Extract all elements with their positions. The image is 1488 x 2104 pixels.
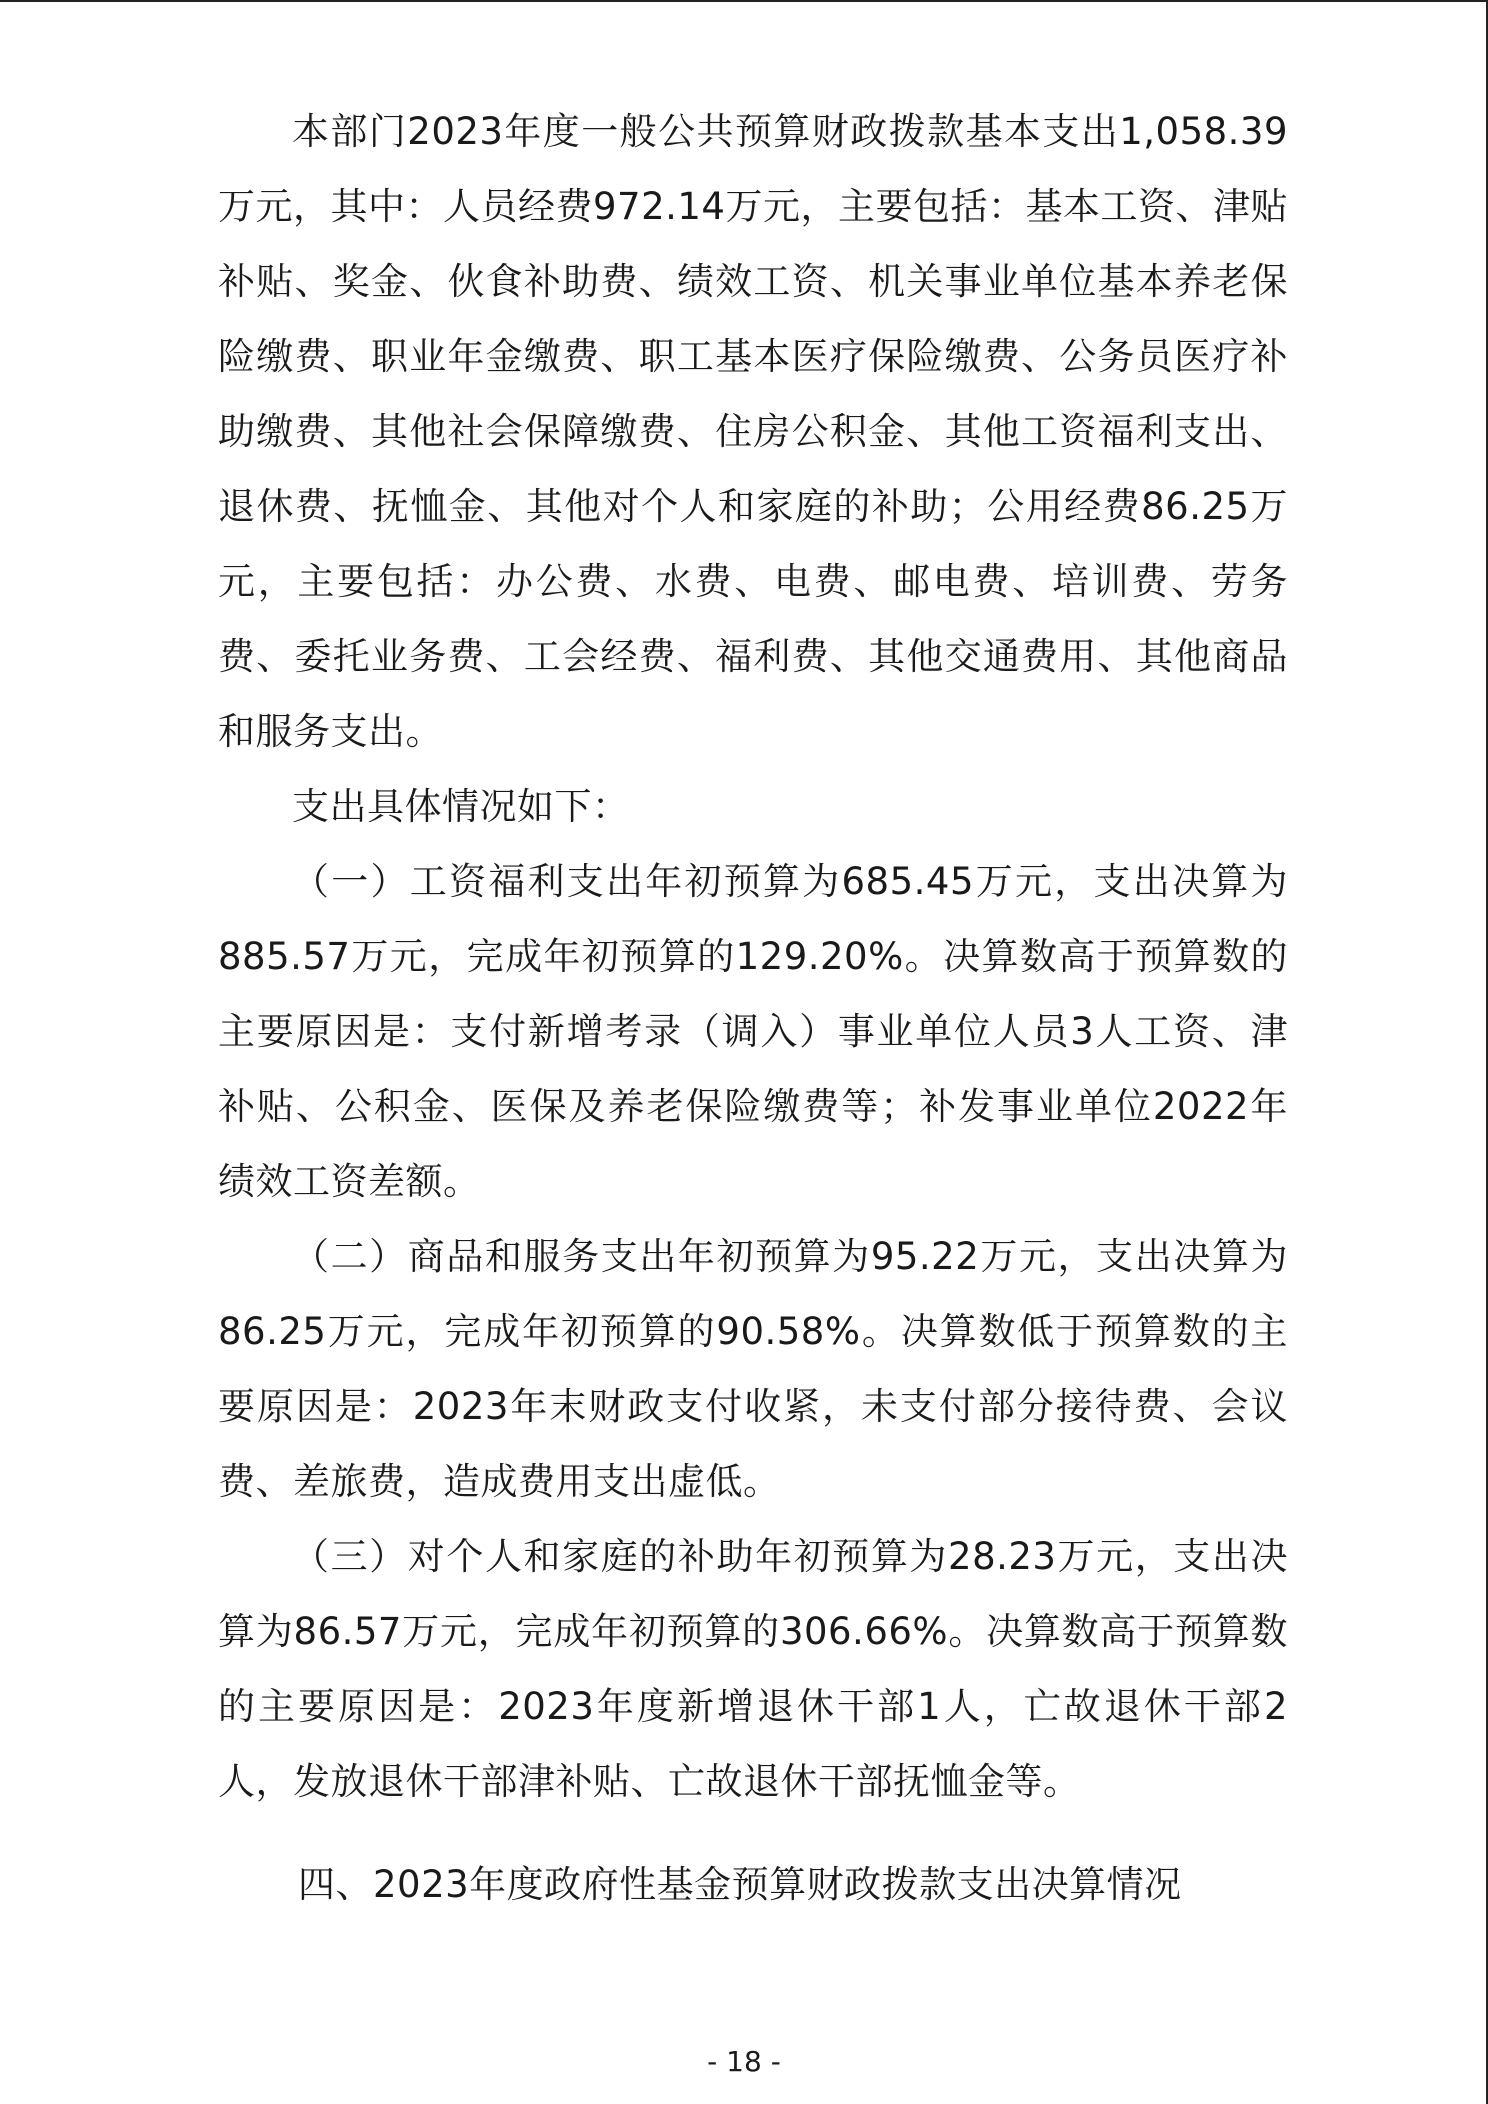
paragraph-salary-welfare: （一）工资福利支出年初预算为685.45万元，支出决算为885.57万元，完成年初预算的129.20%。决算数高于预算数的主要原因是：支付新增考录（调入）事业单位人员3人工资、津补贴、公积金、医保及养老保险缴费等；补发事业单位2022年绩效工资差额。	[218, 860, 1288, 1203]
paragraph-goods-services: （二）商品和服务支出年初预算为95.22万元，支出决算为86.25万元，完成年初预算的90.58%。决算数低于预算数的主要原因是：2023年末财政支付收紧，未支付部分接待费、会议费、差旅费，造成费用支出虚低。	[218, 1235, 1288, 1503]
page-number: - 18 -	[707, 2045, 781, 2078]
paragraph-basic-expenditure: 本部门2023年度一般公共预算财政拨款基本支出1,058.39万元，其中：人员经费972.14万元，主要包括：基本工资、津贴补贴、奖金、伙食补助费、绩效工资、机关事业单位基本养老保险缴费、职业年金缴费、职工基本医疗保险缴费、公务员医疗补助缴费、其他社会保障缴费、住房公积金、其他工资福利支出、退休费、抚恤金、其他对个人和家庭的补助；公用经费86.25万元，主要包括：办公费、水费、电费、邮电费、培训费、劳务费、委托业务费、工会经费、福利费、其他交通费用、其他商品和服务支出。	[218, 110, 1288, 753]
paragraph-personal-household-subsidy: （三）对个人和家庭的补助年初预算为28.23万元，支出决算为86.57万元，完成年初预算的306.66%。决算数高于预算数的主要原因是：2023年度新增退休干部1人，亡故退休干部2人，发放退休干部津补贴、亡故退休干部抚恤金等。	[218, 1535, 1288, 1803]
paragraph-expenditure-intro: 支出具体情况如下：	[292, 785, 630, 828]
section-heading: 四、2023年度政府性基金预算财政拨款支出决算情况	[298, 1863, 1182, 1906]
document-body	[218, 94, 1288, 1922]
